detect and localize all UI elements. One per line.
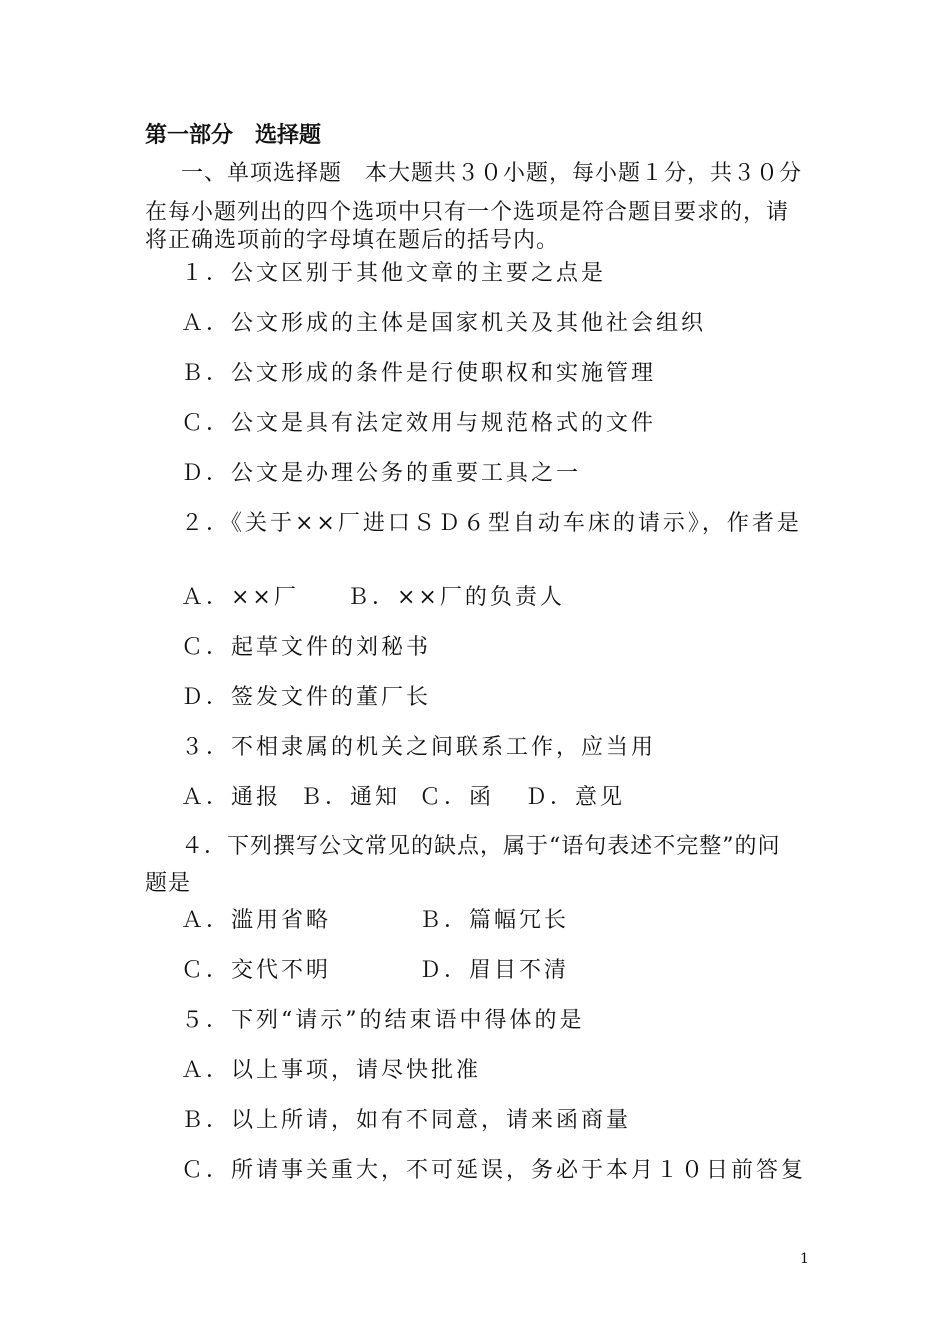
part-title: 第一部分 选择题 [145,123,322,148]
question-4-stem-line2: 题是 [145,871,192,896]
question-2-option-b: Ｂ．××厂的负责人 [347,585,565,610]
question-2-option-c: Ｃ．起草文件的刘秘书 [181,635,432,660]
question-3-option-b: Ｂ．通知 [300,785,401,810]
question-3-option-a: Ａ．通报 [181,785,282,810]
question-2-option-d: Ｄ．签发文件的董厂长 [181,685,432,710]
question-4-option-a: Ａ．滥用省略 [181,908,332,933]
question-1-option-a: Ａ．公文形成的主体是国家机关及其他社会组织 [181,311,707,336]
question-2-stem: ２．《关于××厂进口ＳＤ６型自动车床的请示》，作者是 [181,511,802,536]
question-1-option-b: Ｂ．公文形成的条件是行使职权和实施管理 [181,361,657,386]
page-number: 1 [800,1251,809,1267]
question-3-option-d: Ｄ．意见 [525,785,626,810]
section-intro-line2: 在每小题列出的四个选项中只有一个选项是符合题目要求的，请 [145,200,790,225]
question-5-option-c: Ｃ．所请事关重大，不可延误，务必于本月１０日前答复 [181,1158,807,1183]
question-1-option-d: Ｄ．公文是办理公务的重要工具之一 [181,461,582,486]
question-4-option-d: Ｄ．眉目不清 [419,958,570,983]
question-4-stem-line1: ４．下列撰写公文常见的缺点，属于“语句表述不完整”的问 [181,834,781,859]
question-4-option-c: Ｃ．交代不明 [181,958,332,983]
section-intro-line3: 将正确选项前的字母填在题后的括号内。 [145,228,560,253]
question-1-option-c: Ｃ．公文是具有法定效用与规范格式的文件 [181,411,657,436]
question-3-option-c: Ｃ．函 [419,785,495,810]
question-3-stem: ３．不相隶属的机关之间联系工作，应当用 [181,735,657,760]
question-4-option-b: Ｂ．篇幅冗长 [419,908,570,933]
question-1-stem: １．公文区别于其他文章的主要之点是 [181,261,607,286]
question-5-stem: ５．下列“请示”的结束语中得体的是 [181,1008,585,1033]
question-2-option-a: Ａ．××厂 [181,585,299,610]
section-intro-line1: 一、单项选择题 本大题共３０小题，每小题１分，共３０分 [181,161,803,186]
question-5-option-a: Ａ．以上事项，请尽快批准 [181,1058,482,1083]
question-5-option-b: Ｂ．以上所请，如有不同意，请来函商量 [181,1108,632,1133]
